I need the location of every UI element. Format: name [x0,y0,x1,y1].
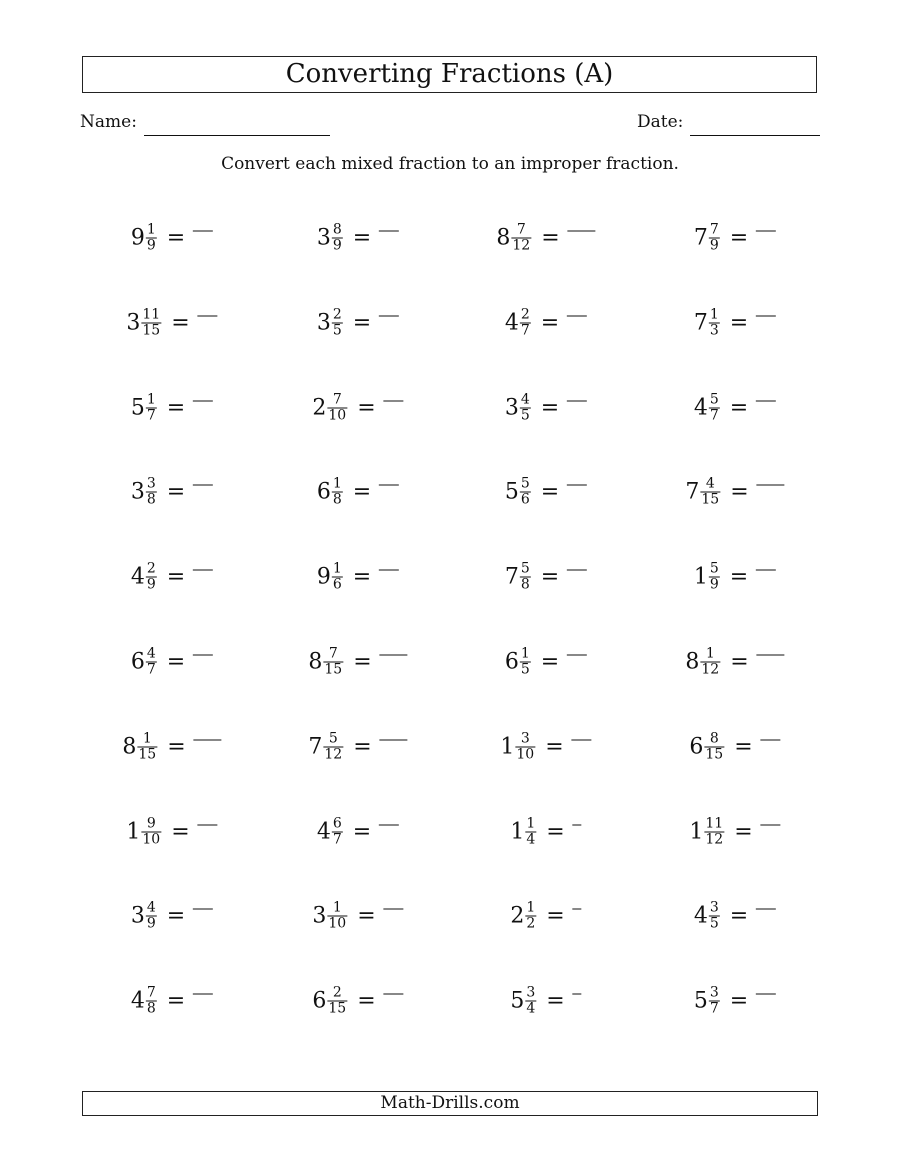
problem-item [308,731,407,762]
proper-fraction [520,307,531,338]
whole-number: 3 [130,903,145,929]
equals-sign: = [171,819,190,845]
equals-sign: = [546,988,565,1014]
equals-sign: = [546,903,565,929]
problem-item [694,223,776,254]
numerator: 1 [709,306,719,323]
answer-blank[interactable] [384,909,404,910]
problem-item [312,392,403,423]
problem-item [131,647,213,678]
problem-item [510,986,581,1017]
answer-blank[interactable] [379,231,399,232]
whole-number: 7 [504,564,519,590]
answer-blank[interactable] [568,231,596,232]
proper-fraction [709,562,720,593]
equals-sign: = [166,479,186,505]
proper-fraction [520,647,531,678]
instructions: Convert each mixed fraction to an improper fraction. [221,154,679,174]
problem-item [317,562,399,593]
answer-blank[interactable] [193,400,213,401]
problem-item [126,816,217,847]
equals-sign: = [545,734,564,760]
problem-item [317,223,399,254]
answer-blank[interactable] [380,655,408,656]
problem-item [317,816,399,847]
answer-blank[interactable] [198,315,218,316]
proper-fraction [146,901,157,932]
equals-sign: = [729,225,749,251]
problem-item [126,307,217,338]
denominator: 7 [709,1000,719,1017]
problem-item [694,392,776,423]
proper-fraction [709,307,720,338]
answer-blank[interactable] [193,570,213,571]
whole-number: 8 [122,734,137,760]
numerator: 5 [709,391,719,408]
problem-item [510,816,581,847]
proper-fraction [511,223,531,254]
equals-sign: = [352,819,372,845]
proper-fraction [520,392,531,423]
numerator: 5 [520,475,530,492]
equals-sign: = [729,988,749,1014]
answer-blank[interactable] [756,231,776,232]
numerator: 8 [332,221,342,238]
whole-number: 5 [504,479,519,505]
equals-sign: = [730,479,749,505]
equals-sign: = [352,479,372,505]
equals-sign: = [166,988,186,1014]
answer-blank[interactable] [193,994,213,995]
answer-blank[interactable] [567,655,587,656]
denominator: 4 [526,1000,536,1017]
whole-number: 4 [693,395,708,421]
equals-sign: = [353,649,372,675]
numerator: 3 [520,730,530,747]
proper-fraction [520,562,531,593]
numerator: 7 [516,221,526,238]
equals-sign: = [166,564,186,590]
equals-sign: = [167,734,186,760]
numerator: 8 [709,730,719,747]
numerator: 5 [709,560,719,577]
answer-blank[interactable] [757,485,785,486]
proper-fraction [332,223,343,254]
answer-blank[interactable] [573,994,582,995]
numerator: 4 [146,645,156,662]
whole-number: 5 [130,395,145,421]
whole-number: 2 [510,903,525,929]
denominator: 10 [516,746,535,763]
equals-sign: = [166,225,186,251]
problem-item [694,562,776,593]
equals-sign: = [729,395,749,421]
whole-number: 4 [316,819,331,845]
numerator: 2 [520,306,530,323]
equals-sign: = [729,310,749,336]
denominator: 2 [526,915,536,932]
whole-number: 1 [510,819,525,845]
denominator: 12 [705,831,724,848]
answer-blank[interactable] [756,570,776,571]
numerator: 3 [146,475,156,492]
answer-blank[interactable] [193,231,213,232]
denominator: 15 [705,746,724,763]
problem-item [505,562,587,593]
proper-fraction [146,986,157,1017]
denominator: 4 [526,831,536,848]
equals-sign: = [166,395,186,421]
answer-blank[interactable] [193,655,213,656]
numerator: 1 [520,645,530,662]
date-label: Date: [637,112,684,132]
whole-number: 3 [130,479,145,505]
answer-blank[interactable] [384,400,404,401]
answer-blank[interactable] [567,485,587,486]
numerator: 1 [332,475,342,492]
whole-number: 4 [504,310,519,336]
numerator: 1 [146,221,156,238]
equals-sign: = [540,649,560,675]
equals-sign: = [352,225,372,251]
answer-blank[interactable] [756,315,776,316]
whole-number: 6 [689,734,704,760]
problem-item [694,901,776,932]
denominator: 10 [328,915,347,932]
denominator: 5 [709,915,719,932]
numerator: 7 [328,645,338,662]
denominator: 12 [324,746,343,763]
problem-item [685,647,784,678]
footer-site-name: Math-Drills.com [82,1091,818,1116]
name-label: Name: [80,112,137,132]
proper-fraction [327,901,347,932]
proper-fraction [332,477,343,508]
denominator: 5 [520,407,530,424]
whole-number: 3 [316,310,331,336]
answer-blank[interactable] [379,824,399,825]
proper-fraction [525,986,536,1017]
proper-fraction [332,562,343,593]
whole-number: 3 [316,225,331,251]
equals-sign: = [352,310,372,336]
answer-blank[interactable] [573,824,582,825]
proper-fraction [146,392,157,423]
proper-fraction [704,731,724,762]
problem-item [505,477,587,508]
problem-item [505,647,587,678]
problem-item [689,816,780,847]
proper-fraction [323,647,343,678]
denominator: 8 [520,576,530,593]
whole-number: 4 [130,564,145,590]
equals-sign: = [729,564,749,590]
whole-number: 4 [693,903,708,929]
worksheet-title: Converting Fractions (A) [82,56,817,93]
numerator: 3 [709,984,719,1001]
problem-item [317,477,399,508]
whole-number: 5 [510,988,525,1014]
whole-number: 8 [308,649,323,675]
whole-number: 9 [130,225,145,251]
denominator: 15 [138,746,157,763]
answer-blank[interactable] [384,994,404,995]
numerator: 3 [709,899,719,916]
denominator: 7 [146,661,156,678]
numerator: 5 [328,730,338,747]
proper-fraction [709,223,720,254]
proper-fraction [332,307,343,338]
problem-item [131,562,213,593]
equals-sign: = [734,819,753,845]
numerator: 4 [146,899,156,916]
equals-sign: = [540,479,560,505]
denominator: 9 [709,237,719,254]
denominator: 9 [709,576,719,593]
numerator: 7 [146,984,156,1001]
numerator: 5 [520,560,530,577]
equals-sign: = [357,395,376,421]
whole-number: 3 [312,903,327,929]
denominator: 9 [146,915,156,932]
numerator: 1 [142,730,152,747]
numerator: 1 [705,645,715,662]
equals-sign: = [166,649,186,675]
answer-blank[interactable] [567,400,587,401]
numerator: 1 [526,815,536,832]
equals-sign: = [166,903,186,929]
numerator: 3 [526,984,536,1001]
numerator: 1 [526,899,536,916]
numerator: 9 [146,815,156,832]
denominator: 10 [328,407,347,424]
numerator: 7 [709,221,719,238]
whole-number: 6 [504,649,519,675]
whole-number: 8 [496,225,511,251]
equals-sign: = [357,988,376,1014]
whole-number: 8 [685,649,700,675]
whole-number: 6 [316,479,331,505]
numerator: 2 [146,560,156,577]
whole-number: 1 [693,564,708,590]
denominator: 6 [520,491,530,508]
denominator: 6 [332,576,342,593]
whole-number: 7 [693,225,708,251]
whole-number: 1 [126,819,141,845]
numerator: 1 [146,391,156,408]
proper-fraction [709,901,720,932]
equals-sign: = [171,310,190,336]
numerator: 11 [705,815,724,832]
equals-sign: = [540,395,560,421]
proper-fraction [332,816,343,847]
problem-item [496,223,595,254]
answer-blank[interactable] [194,739,222,740]
proper-fraction [525,816,536,847]
denominator: 9 [146,576,156,593]
proper-fraction [323,731,343,762]
whole-number: 7 [685,479,700,505]
whole-number: 1 [689,819,704,845]
proper-fraction [146,562,157,593]
answer-blank[interactable] [379,485,399,486]
numerator: 4 [520,391,530,408]
proper-fraction [327,986,347,1017]
denominator: 15 [142,322,161,339]
answer-blank[interactable] [756,400,776,401]
numerator: 2 [332,306,342,323]
whole-number: 7 [308,734,323,760]
problem-item [685,477,784,508]
problem-item [308,647,407,678]
equals-sign: = [729,903,749,929]
numerator: 1 [332,560,342,577]
whole-number: 7 [693,310,708,336]
numerator: 2 [332,984,342,1001]
problem-item [131,901,213,932]
answer-blank[interactable] [379,315,399,316]
answer-blank[interactable] [572,739,592,740]
proper-fraction [137,731,157,762]
answer-blank[interactable] [198,824,218,825]
equals-sign: = [352,564,372,590]
whole-number: 6 [130,649,145,675]
numerator: 4 [705,475,715,492]
proper-fraction [700,477,720,508]
numerator: 6 [332,815,342,832]
equals-sign: = [541,225,560,251]
equals-sign: = [357,903,376,929]
problem-item [312,986,403,1017]
whole-number: 6 [312,988,327,1014]
denominator: 15 [328,1000,347,1017]
problem-item [500,731,591,762]
equals-sign: = [540,310,560,336]
answer-blank[interactable] [380,739,408,740]
proper-fraction [146,223,157,254]
equals-sign: = [540,564,560,590]
equals-sign: = [546,819,565,845]
denominator: 8 [332,491,342,508]
problem-item [510,901,581,932]
answer-blank[interactable] [757,655,785,656]
equals-sign: = [730,649,749,675]
proper-fraction [146,477,157,508]
answer-blank[interactable] [567,315,587,316]
whole-number: 1 [500,734,515,760]
equals-sign: = [353,734,372,760]
whole-number: 2 [312,395,327,421]
problem-item [694,307,776,338]
denominator: 15 [701,491,720,508]
whole-number: 4 [130,988,145,1014]
denominator: 9 [332,237,342,254]
proper-fraction [700,647,720,678]
denominator: 7 [332,831,342,848]
numerator: 1 [332,899,342,916]
whole-number: 9 [316,564,331,590]
denominator: 9 [146,237,156,254]
answer-blank[interactable] [756,909,776,910]
answer-blank[interactable] [761,824,781,825]
problem-item [312,901,403,932]
proper-fraction [141,307,161,338]
problem-item [689,731,780,762]
denominator: 7 [146,407,156,424]
proper-fraction [709,392,720,423]
proper-fraction [709,986,720,1017]
answer-blank[interactable] [573,909,582,910]
denominator: 5 [520,661,530,678]
denominator: 8 [146,1000,156,1017]
answer-blank[interactable] [193,909,213,910]
denominator: 7 [520,322,530,339]
whole-number: 5 [693,988,708,1014]
proper-fraction [141,816,161,847]
problem-item [122,731,221,762]
answer-blank[interactable] [567,570,587,571]
problem-item [505,307,587,338]
denominator: 7 [709,407,719,424]
whole-number: 3 [504,395,519,421]
problem-item [131,477,213,508]
proper-fraction [525,901,536,932]
proper-fraction [520,477,531,508]
denominator: 5 [332,322,342,339]
denominator: 3 [709,322,719,339]
answer-blank[interactable] [761,739,781,740]
problem-item [131,986,213,1017]
denominator: 12 [512,237,531,254]
numerator: 11 [142,306,161,323]
problem-item [694,986,776,1017]
problem-item [505,392,587,423]
numerator: 7 [332,391,342,408]
problem-item [131,392,213,423]
proper-fraction [704,816,724,847]
proper-fraction [146,647,157,678]
answer-blank[interactable] [193,485,213,486]
denominator: 10 [142,831,161,848]
answer-blank[interactable] [379,570,399,571]
equals-sign: = [734,734,753,760]
answer-blank[interactable] [756,994,776,995]
denominator: 8 [146,491,156,508]
proper-fraction [327,392,347,423]
proper-fraction [515,731,535,762]
whole-number: 3 [126,310,141,336]
problem-item [131,223,213,254]
problem-item [317,307,399,338]
denominator: 12 [701,661,720,678]
denominator: 15 [324,661,343,678]
